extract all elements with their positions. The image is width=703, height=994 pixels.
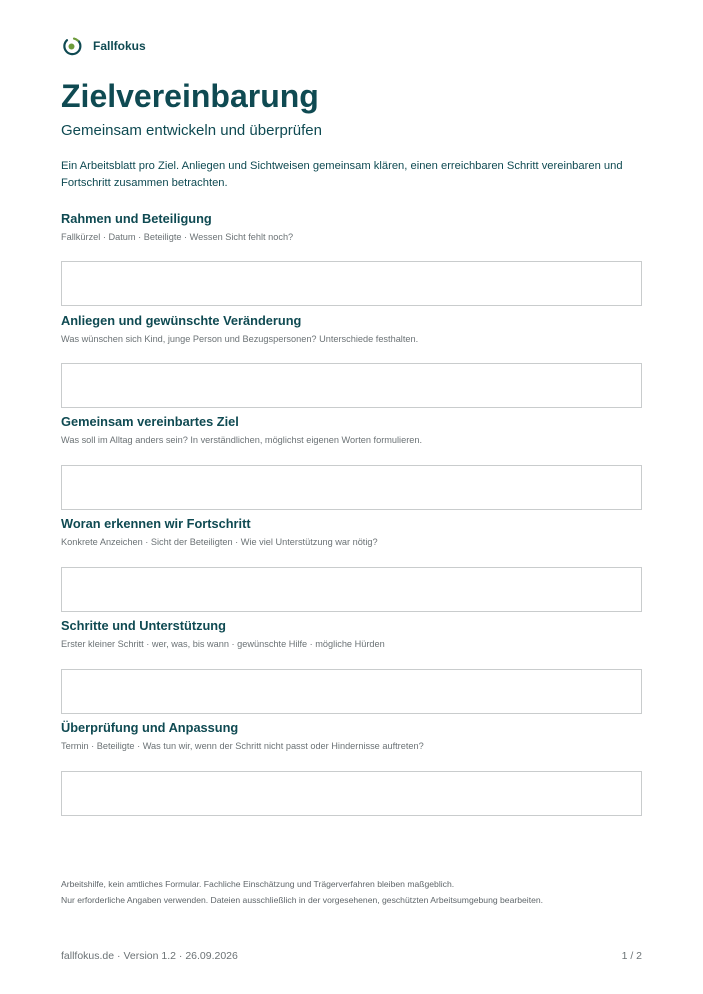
brand-header <box>61 36 146 56</box>
section-anliegen <box>61 312 642 345</box>
brand-name: Fallfokus <box>93 39 146 53</box>
section-title: Woran erkennen wir Fortschritt <box>61 516 251 531</box>
section-hint: Fallkürzel · Datum · Beteiligte · Wessen Sicht fehlt noch? <box>61 232 294 242</box>
section-title: Überprüfung und Anpassung <box>61 720 239 735</box>
section-ueberpruefung <box>61 719 642 752</box>
input-box-rahmen[interactable] <box>61 261 642 306</box>
section-rahmen <box>61 210 642 243</box>
section-title: Rahmen und Beteiligung <box>61 211 212 226</box>
section-hint: Was soll im Alltag anders sein? In verständlichen, möglichst eigenen Worten formulieren. <box>61 435 423 445</box>
fallfokus-logo-icon <box>61 36 83 56</box>
input-box-anliegen[interactable] <box>61 363 642 408</box>
section-title: Gemeinsam vereinbartes Ziel <box>61 414 239 429</box>
intro-text: Ein Arbeitsblatt pro Ziel. Anliegen und Sichtweisen gemeinsam klären, einen erreichbaren Schritt vereinbaren und Fortschritt zusammen betrachten. <box>61 160 623 189</box>
section-hint: Konkrete Anzeichen · Sicht der Beteiligten · Wie viel Unterstützung war nötig? <box>61 537 378 547</box>
section-hint: Was wünschen sich Kind, junge Person und Bezugspersonen? Unterschiede festhalten. <box>61 334 419 344</box>
page-title: Zielvereinbarung <box>61 78 319 114</box>
section-title: Schritte und Unterstützung <box>61 618 226 633</box>
input-box-ziel[interactable] <box>61 465 642 510</box>
disclaimer-note: Arbeitshilfe, kein amtliches Formular. Fachliche Einschätzung und Trägerverfahren bleiben maßgeblich. <box>61 879 455 889</box>
input-box-fortschritt[interactable] <box>61 567 642 612</box>
page-number: 1 / 2 <box>621 950 642 962</box>
input-box-schritte[interactable] <box>61 669 642 714</box>
section-schritte <box>61 617 642 650</box>
footer-version: fallfokus.de · Version 1.2 · 26.09.2026 <box>61 950 238 962</box>
section-ziel <box>61 413 642 446</box>
disclaimer-notes <box>61 877 642 908</box>
section-hint: Erster kleiner Schritt · wer, was, bis wann · gewünschte Hilfe · mögliche Hürden <box>61 639 385 649</box>
privacy-note: Nur erforderliche Angaben verwenden. Dateien ausschließlich in der vorgesehenen, geschützten Arbeitsumgebung bearbeiten. <box>61 894 544 905</box>
section-hint: Termin · Beteiligte · Was tun wir, wenn der Schritt nicht passt oder Hindernisse auftreten? <box>61 741 424 751</box>
section-title: Anliegen und gewünschte Veränderung <box>61 313 302 328</box>
section-fortschritt <box>61 515 642 548</box>
worksheet-page <box>61 0 642 994</box>
input-box-ueberpruefung[interactable] <box>61 771 642 816</box>
page-subtitle: Gemeinsam entwickeln und überprüfen <box>61 122 322 139</box>
page-footer <box>61 948 642 964</box>
